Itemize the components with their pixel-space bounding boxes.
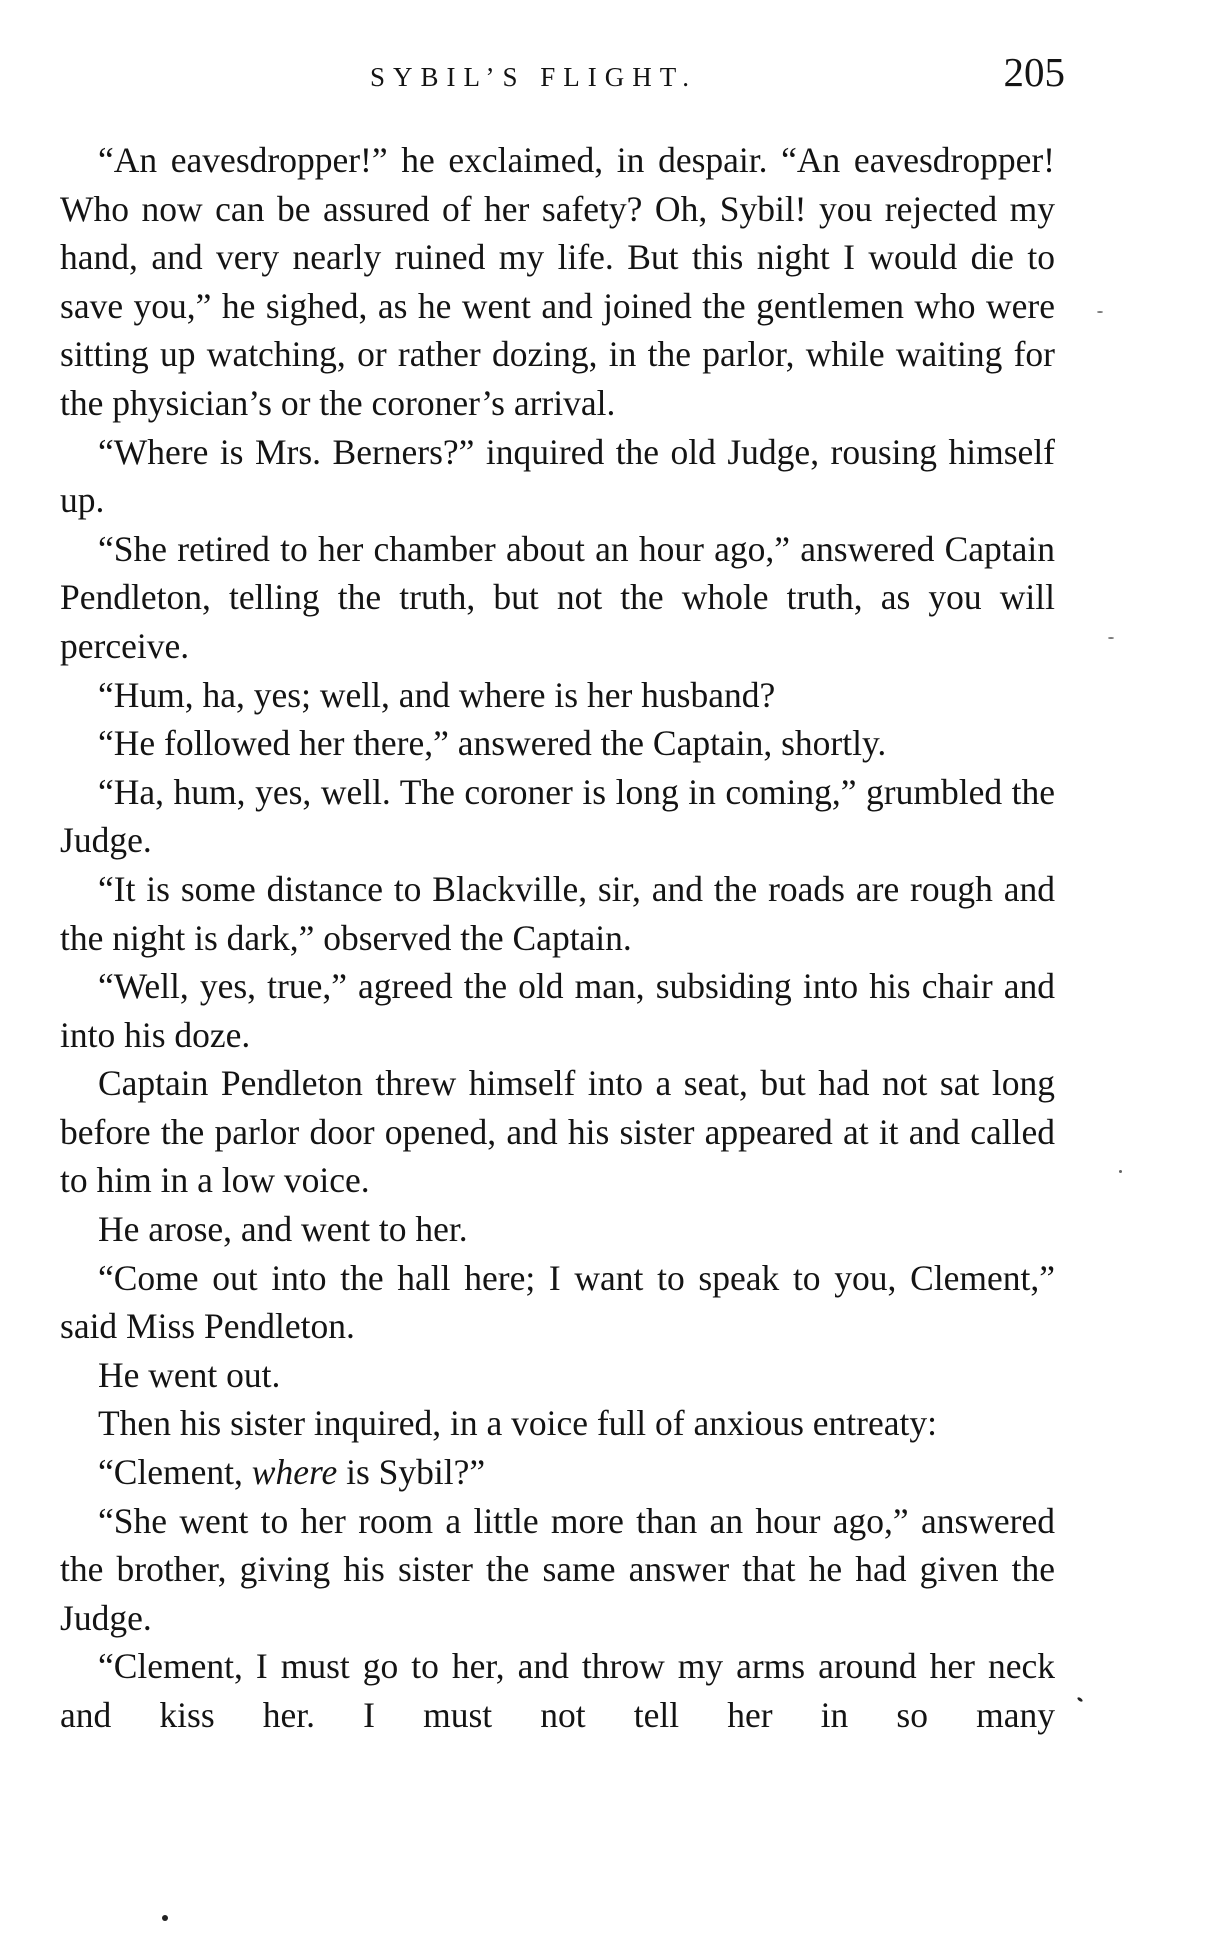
running-title: SYBIL’S FLIGHT. [370,62,698,92]
paragraph: He went out. [98,1354,281,1395]
page-header [60,44,1065,95]
ink-speck [1119,1170,1122,1173]
paragraph: He arose, and went to her. [98,1209,468,1250]
ink-speck [1108,637,1114,639]
paragraph: “Come out into the hall here; I want to speak to you, Clement,” said Miss Pendleton. [60,1257,1055,1347]
paragraph-text: “Clement, [98,1452,252,1493]
paragraph: “Where is Mrs. Berners?” inquired the old Judge, rousing himself up. [60,431,1055,521]
paragraph: “Well, yes, true,” agreed the old man, subsiding into his chair and into his doze. [60,966,1055,1055]
ink-speck [1077,1697,1084,1703]
paragraph: Captain Pendleton threw himself into a seat, but had not sat long before the parlor door opened, and his sister appeared at it and called to him in a low voice. [60,1063,1055,1201]
page-number: 205 [1003,49,1065,95]
paragraph: “He followed her there,” answered the Captain, shortly. [98,723,887,764]
paragraph: “Ha, hum, yes, well. The coroner is long in coming,” grumbled the Judge. [60,771,1055,861]
paragraph: “She retired to her chamber about an hour ago,” answered Captain Pendleton, telling the truth, but not the whole truth, as you will perceive. [60,528,1055,666]
emphasized-word: where [251,1452,338,1493]
paragraph: “An eavesdropper!” he exclaimed, in despair. “An eavesdropper! Who now can be assured of her safety? Oh, Sybil! you rejected my hand, and very nearly ruined my life. But this night I would die to save you,” he sighed, as he went and joined the gentlemen who were sitting up watching, or rather dozing, in the parlor, while waiting for the physician’s or the coroner’s arrival. [60,140,1055,423]
paragraph: “She went to her room a little more than an hour ago,” answered the brother, giving his sister the same answer that he had given the Judge. [60,1500,1055,1638]
paragraph-text: is Sybil?” [337,1452,486,1493]
paragraph: “It is some distance to Blackville, sir, and the roads are rough and the night is dark,” observed the Captain. [60,868,1055,958]
paragraph: “Clement, I must go to her, and throw my arms around her neck and kiss her. I must not tell her in so many [60,1646,1055,1735]
paragraph [60,1448,1055,1497]
ink-speck [1097,311,1103,313]
body-text [60,136,1055,1740]
ink-speck [162,1915,168,1921]
paragraph: Then his sister inquired, in a voice full of anxious entreaty: [98,1403,937,1444]
paragraph: “Hum, ha, yes; well, and where is her husband? [98,674,776,715]
